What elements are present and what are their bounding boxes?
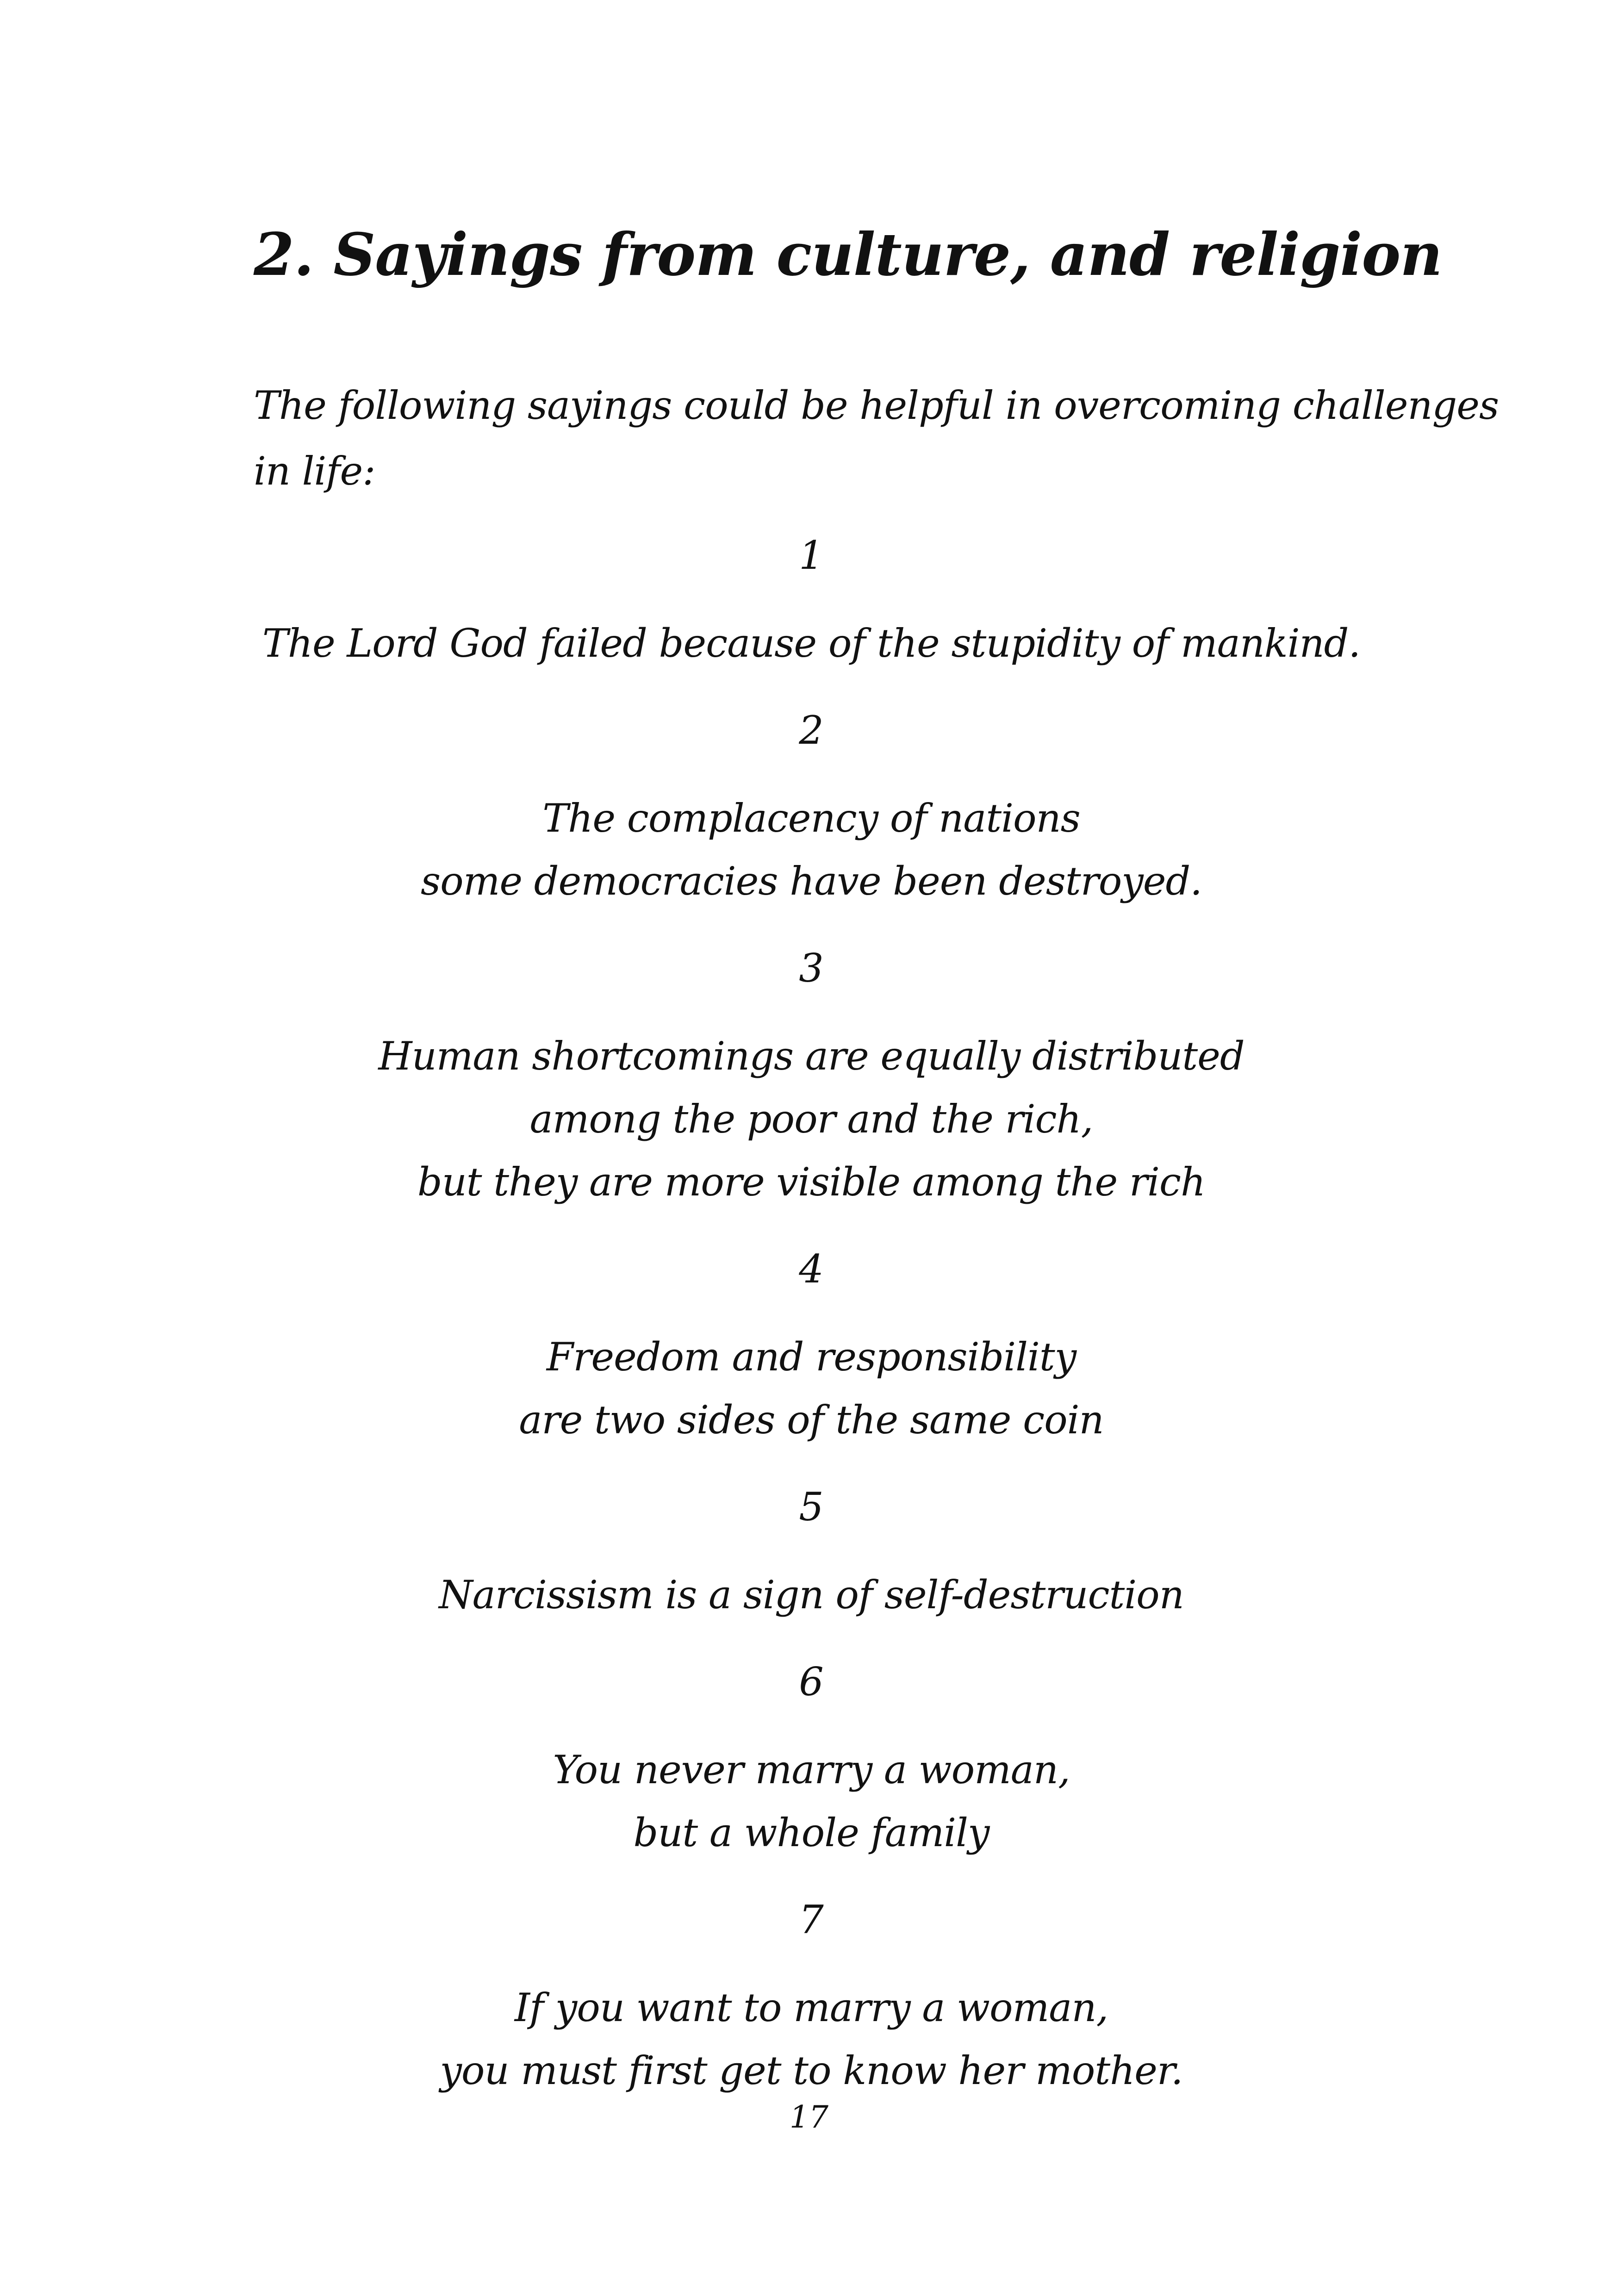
saying-7 bbox=[254, 1892, 1369, 2102]
intro-paragraph bbox=[254, 373, 1499, 504]
saying-line: The Lord God failed because of the stupidity of mankind. bbox=[262, 621, 1361, 666]
saying-number: 1 bbox=[799, 533, 824, 578]
saying-number: 4 bbox=[799, 1246, 824, 1292]
saying-4 bbox=[254, 1241, 1369, 1451]
saying-line: You never marry a woman, bbox=[553, 1747, 1070, 1792]
saying-line: If you want to marry a woman, bbox=[514, 1985, 1108, 2030]
saying-text bbox=[254, 612, 1369, 675]
intro-line: The following sayings could be helpful in overcoming challenges bbox=[254, 383, 1499, 428]
saying-2 bbox=[254, 703, 1369, 913]
saying-number: 5 bbox=[799, 1484, 824, 1530]
saying-3 bbox=[254, 940, 1369, 1213]
saying-line: Narcissism is a sign of self-destruction bbox=[439, 1572, 1184, 1618]
saying-text bbox=[254, 1025, 1369, 1213]
saying-line: some democracies have been destroyed. bbox=[421, 859, 1202, 904]
saying-text bbox=[254, 1325, 1369, 1451]
saying-number: 6 bbox=[799, 1659, 824, 1705]
saying-6 bbox=[254, 1654, 1369, 1864]
sayings-list bbox=[254, 528, 1369, 2130]
saying-text bbox=[254, 1976, 1369, 2102]
page-number: 17 bbox=[790, 2099, 828, 2135]
saying-line: you must first get to know her mother. bbox=[440, 2048, 1183, 2093]
saying-line: Freedom and responsibility bbox=[546, 1334, 1077, 1380]
saying-number: 3 bbox=[799, 946, 824, 991]
saying-line: are two sides of the same coin bbox=[519, 1397, 1104, 1443]
saying-number: 7 bbox=[799, 1897, 824, 1942]
chapter-title: 2. Sayings from culture, and religion bbox=[254, 220, 1442, 289]
saying-line: but they are more visible among the rich bbox=[417, 1159, 1206, 1205]
saying-text bbox=[254, 787, 1369, 913]
saying-number: 2 bbox=[799, 708, 824, 753]
saying-line: The complacency of nations bbox=[542, 796, 1080, 841]
saying-5 bbox=[254, 1479, 1369, 1626]
saying-1 bbox=[254, 528, 1369, 675]
saying-text bbox=[254, 1563, 1369, 1626]
saying-line: Human shortcomings are equally distributed bbox=[378, 1033, 1245, 1079]
saying-line: among the poor and the rich, bbox=[529, 1096, 1093, 1142]
intro-line: in life: bbox=[254, 448, 375, 494]
saying-text bbox=[254, 1738, 1369, 1864]
saying-line: but a whole family bbox=[633, 1810, 989, 1855]
